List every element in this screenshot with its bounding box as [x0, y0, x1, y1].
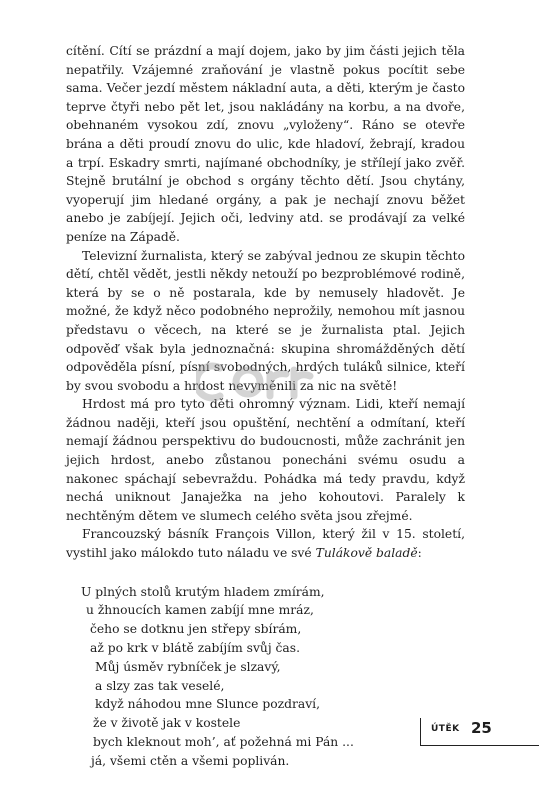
page-number: 25: [471, 719, 492, 737]
paragraph-2: Televizní žurnalista, který se zabýval jednou ze skupin těchto dětí, chtěl vědět, jestli někdy netouží po bezproblémové rodině, která by se o ně postarala, kde by nemusely hladovět. Je možné, že když něco podobného neprožily, nemohou mít jasnou představu o věcech, na které se je žurnalista ptal. Jejich odpověď však byla jednoznačná: skupina shromážděných dětí odpověděla písní, písní svobodných, hrdých tuláků silnice, kteří by svou svobodu a hrdost nevyměnili za nic na světě!: [66, 248, 465, 393]
page-body: [66, 42, 465, 771]
poem-line: Můj úsměv rybníček je slzavý,: [95, 659, 281, 674]
paragraph-1: cítění. Cítí se prázdní a mají dojem, jako by jim části jejich těla nepatřily. Vzájemné zraňování je vlastně pokus pocítit sebe sama. Večer jezdí městem nákladní auta, a děti, kterým je často teprve čtyři nebo pět let, jsou nakládány na korbu, a na dvoře, obehnaném vysokou zdí, znovu „vyloženy“. Ráno se otevře brána a děti proudí znovu do ulic, kde hladoví, žebrají, kradou a trpí. Eskadry smrti, najímané obchodníky, je střílejí jako zvěř. Stejně brutální je obchod s orgány těchto dětí. Jsou chytány, vyoperují jim hledané orgány, a pak je nechají znovu běžet anebo je zabíjejí. Jejich oči, ledviny atd. se prodávají za velké peníze na Západě.: [66, 44, 465, 244]
paragraph-4-text: Francouzský básník François Villon, který žil v 15. století, vystihl jako málokdo tuto náladu ve své: [66, 527, 465, 561]
poem-line: že v životě jak v kostele: [93, 716, 241, 731]
poem-line: čeho se dotknu jen střepy sbírám,: [90, 622, 302, 637]
poem-title: Tulákově baladě: [315, 546, 418, 561]
poem-line: u žhnoucích kamen zabíjí mne mráz,: [86, 603, 314, 618]
poem-line: bych kleknout moh’, ať požehná mi Pán ...: [93, 735, 354, 749]
poem-line: já, všemi ctěn a všemi popliván.: [91, 753, 290, 768]
page-footer: [420, 718, 539, 746]
paragraph-4: [66, 525, 465, 562]
poem-line: až po krk v blátě zabíjím svůj čas.: [90, 641, 300, 656]
paragraph-3: Hrdost má pro tyto děti ohromný význam. Lidi, kteří nemají žádnou naději, kteří jsou opuštění, nechtění a odmítaní, kteří nemají žádnou perspektivu do budoucnosti, může zachránit jen jejich hrdost, anebo zůstanou ponecháni svému osudu a nakonec spáchají sebevraždu. Pohádka má tedy pravdu, když nechá uniknout Janaježka na jeho kohoutovi. Paralely k nechtěným dětem ve slumech celého světa jsou zřejmé.: [66, 397, 465, 523]
poem-line: U plných stolů krutým hladem zmírám,: [81, 584, 325, 599]
poem-line: a slzy zas tak veselé,: [95, 678, 225, 693]
poem: [66, 583, 465, 771]
poem-intro-colon: :: [417, 546, 422, 561]
section-title: ÚTĚK: [431, 724, 460, 734]
poem-line: když náhodou mne Slunce pozdraví,: [95, 697, 320, 712]
